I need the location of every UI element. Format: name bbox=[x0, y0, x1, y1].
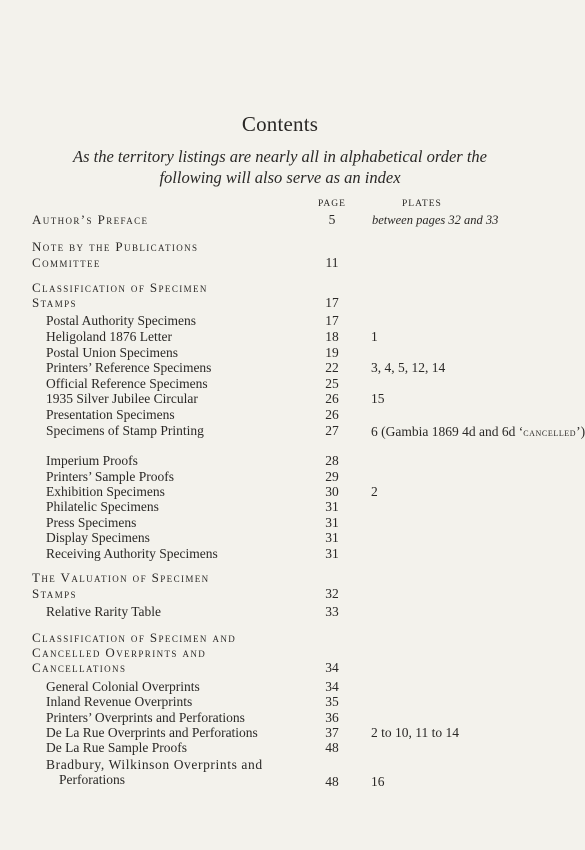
toc-entry-page: 48 bbox=[325, 774, 339, 789]
toc-entry-page: 48 bbox=[325, 740, 339, 755]
toc-entry-label: Official Reference Specimens bbox=[46, 376, 208, 391]
toc-entry-label: Note by the Publications bbox=[32, 239, 199, 254]
toc-entry-label: Specimens of Stamp Printing bbox=[46, 423, 204, 438]
toc-entry-label: Author’s Preface bbox=[32, 212, 149, 227]
toc-entry-label: De La Rue Overprints and Perforations bbox=[46, 725, 258, 740]
toc-entry-plates: 6 (Gambia 1869 4d and 6d ‘cancelled’) bbox=[371, 424, 585, 439]
plates-column-header: PLATES bbox=[402, 199, 442, 209]
toc-entry-label-line2: Perforations bbox=[59, 772, 125, 787]
toc-entry-plates: 16 bbox=[371, 774, 385, 789]
toc-entry-label-line2: Committee bbox=[32, 255, 101, 270]
toc-entry-label: Printers’ Sample Proofs bbox=[46, 469, 174, 484]
toc-entry-page: 26 bbox=[325, 407, 339, 422]
toc-entry-label: Philatelic Specimens bbox=[46, 499, 159, 514]
toc-entry-page: 19 bbox=[325, 345, 339, 360]
toc-entry-label: Imperium Proofs bbox=[46, 453, 138, 468]
page-subtitle: As the territory listings are nearly all in alphabetical order the following will also serve as an index bbox=[73, 147, 487, 187]
toc-entry-plates: 15 bbox=[371, 391, 385, 406]
toc-entry-label: General Colonial Overprints bbox=[46, 679, 200, 694]
toc-entry-page: 29 bbox=[325, 469, 339, 484]
toc-entry-label: The Valuation of Specimen bbox=[32, 570, 210, 585]
toc-entry-page: 31 bbox=[325, 546, 339, 561]
toc-entry-page: 26 bbox=[325, 391, 339, 406]
toc-entry-label: Printers’ Overprints and Perforations bbox=[46, 710, 245, 725]
toc-entry-label: Exhibition Specimens bbox=[46, 484, 165, 499]
toc-entry-page: 31 bbox=[325, 499, 339, 514]
toc-entry-page: 22 bbox=[325, 360, 339, 375]
toc-entry-page: 17 bbox=[325, 295, 339, 310]
toc-entry-label-line2: Cancelled Overprints and bbox=[32, 645, 207, 660]
toc-entry-page: 35 bbox=[325, 694, 339, 709]
toc-entry-label-line2: Stamps bbox=[32, 295, 77, 310]
toc-entry-plates: 3, 4, 5, 12, 14 bbox=[371, 360, 446, 375]
toc-entry-label: Printers’ Reference Specimens bbox=[46, 360, 212, 375]
toc-entry-plates: 2 bbox=[371, 484, 378, 499]
toc-entry-page: 31 bbox=[325, 515, 339, 530]
toc-entry-label-line3: Cancellations bbox=[32, 660, 127, 675]
toc-entry-label: Postal Union Specimens bbox=[46, 345, 178, 360]
toc-entry-label: Press Specimens bbox=[46, 515, 137, 530]
toc-entry-plates: 2 to 10, 11 to 14 bbox=[371, 725, 460, 740]
toc-entry-page: 32 bbox=[325, 586, 339, 601]
toc-entry-page: 34 bbox=[325, 679, 339, 694]
toc-entry-page: 27 bbox=[325, 423, 339, 438]
toc-entry-page: 34 bbox=[325, 660, 339, 675]
toc-entry-label: Display Specimens bbox=[46, 530, 150, 545]
toc-entry-label: De La Rue Sample Proofs bbox=[46, 740, 187, 755]
toc-entry-label: 1935 Silver Jubilee Circular bbox=[46, 391, 198, 406]
toc-entry-label: Bradbury, Wilkinson Overprints and bbox=[46, 757, 263, 772]
toc-entry-label: Inland Revenue Overprints bbox=[46, 694, 193, 709]
toc-entry-page: 36 bbox=[325, 710, 339, 725]
toc-entry-page: 33 bbox=[325, 604, 339, 619]
toc-entry-label: Relative Rarity Table bbox=[46, 604, 162, 619]
toc-entry-page: 25 bbox=[325, 376, 339, 391]
toc-entry-page: 30 bbox=[325, 484, 339, 499]
toc-entry-page: 17 bbox=[325, 313, 339, 328]
toc-entry-label: Receiving Authority Specimens bbox=[46, 546, 218, 561]
plates-column-note: between pages 32 and 33 bbox=[372, 213, 499, 227]
toc-entry-label: Heligoland 1876 Letter bbox=[46, 329, 172, 344]
toc-entry-label-line2: Stamps bbox=[32, 586, 77, 601]
page-title: Contents bbox=[241, 112, 319, 136]
toc-entry-label: Classification of Specimen and bbox=[32, 630, 237, 645]
toc-entry-page: 5 bbox=[328, 212, 336, 227]
toc-entry-page: 37 bbox=[325, 725, 339, 740]
toc-entry-label: Presentation Specimens bbox=[46, 407, 175, 422]
toc-entry-plates: 1 bbox=[371, 329, 378, 344]
page-column-header: PAGE bbox=[318, 199, 346, 209]
toc-entry-page: 28 bbox=[325, 453, 339, 468]
toc-entry-page: 18 bbox=[325, 329, 339, 344]
toc-entry-page: 11 bbox=[325, 255, 339, 270]
toc-entry-page: 31 bbox=[325, 530, 339, 545]
toc-entry-label: Postal Authority Specimens bbox=[46, 313, 196, 328]
toc-entry-label: Classification of Specimen bbox=[32, 280, 208, 295]
